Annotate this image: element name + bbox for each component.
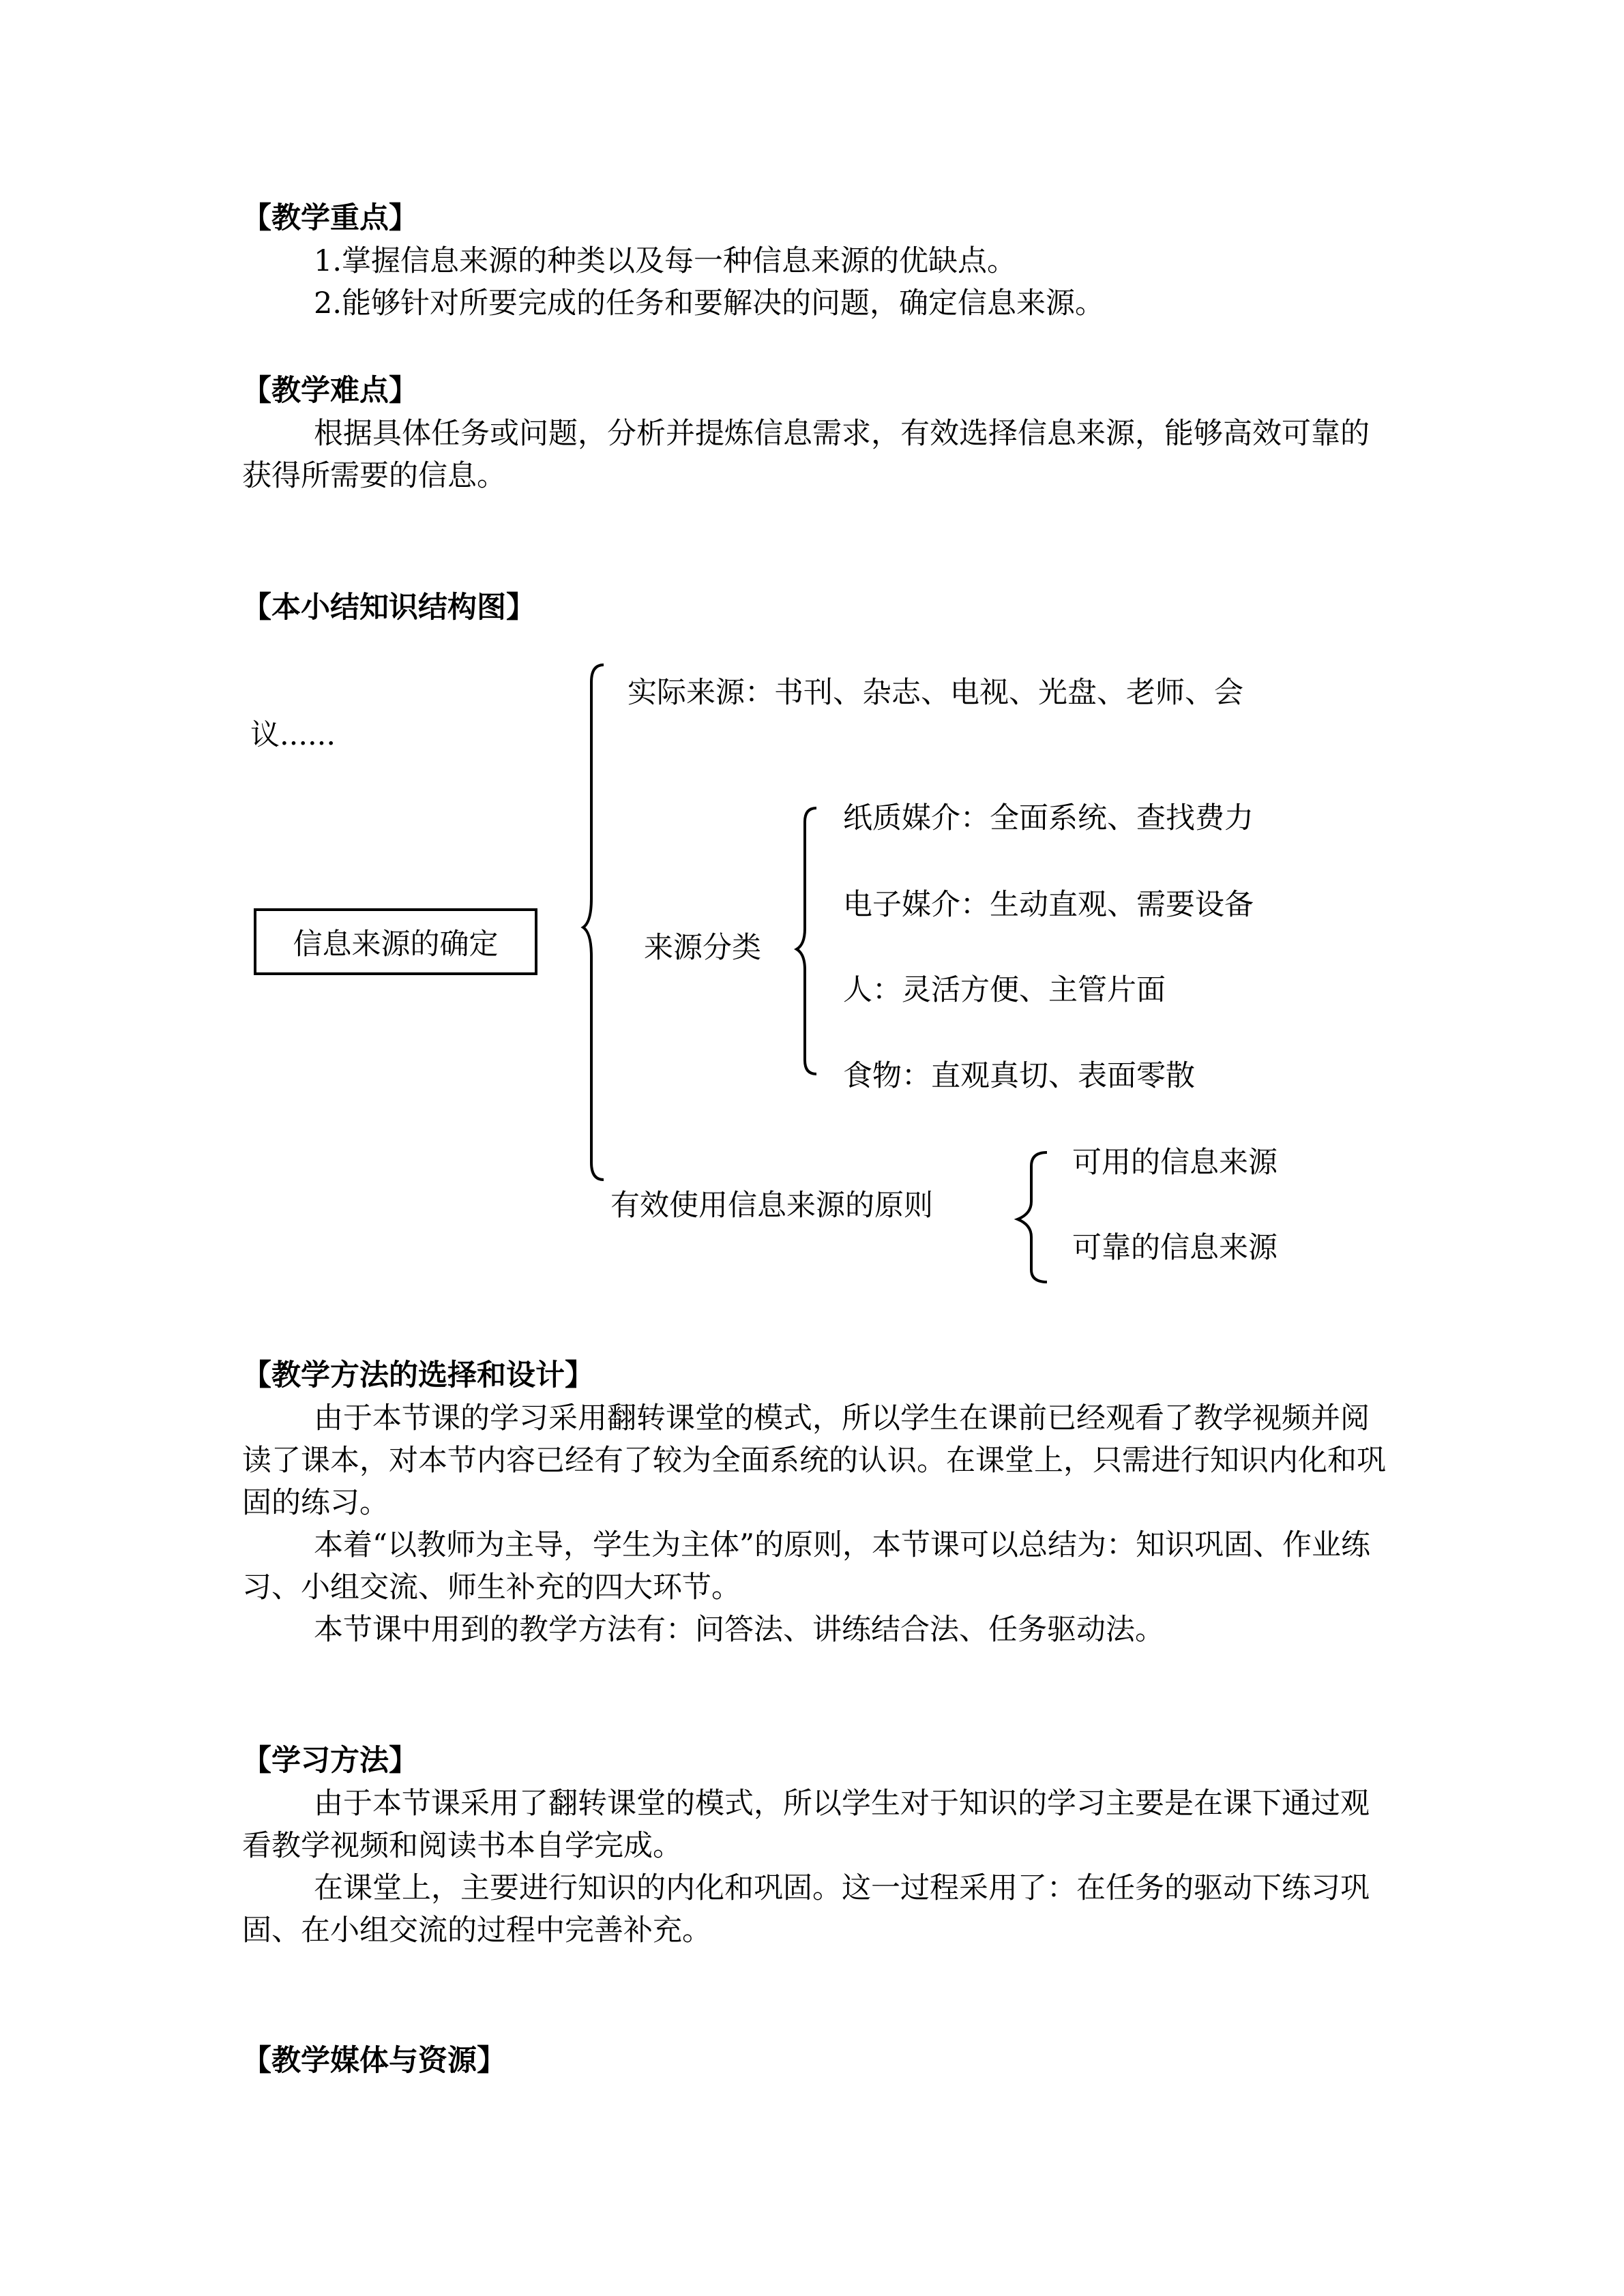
classification-label: 来源分类	[644, 931, 761, 965]
section-heading-media: 【教学媒体与资源】	[242, 2044, 506, 2078]
classification-item-electronic: 电子媒介：生动直观、需要设备	[843, 888, 1254, 922]
section-heading-learning: 【学习方法】	[242, 1744, 418, 1778]
methods-paragraph-1: 由于本节课的学习采用翻转课堂的模式，所以学生在课前已经观看了教学视频并阅读了课本，对本节内容已经有了较为全面系统的认识。在课堂上，只需进行知识内化和巩固的练习。	[242, 1401, 1386, 1520]
classification-brace	[797, 808, 816, 1074]
methods-paragraph-2: 本着“以教师为主导，学生为主体”的原则，本节课可以总结为：知识巩固、作业练习、小组交流、师生补充的四大环节。	[242, 1528, 1370, 1605]
section-heading-difficulties: 【教学难点】	[242, 374, 418, 408]
section-heading-structure: 【本小结知识结构图】	[242, 591, 535, 625]
classification-item-objects: 食物：直观真切、表面零散	[843, 1059, 1195, 1093]
diagram-root-box	[254, 908, 537, 975]
principle-item-reliable: 可靠的信息来源	[1072, 1231, 1278, 1265]
main-brace	[583, 665, 604, 1180]
key-point-1: 1.掌握信息来源的种类以及每一种信息来源的优缺点。	[314, 244, 1017, 278]
principles-label: 有效使用信息来源的原则	[610, 1189, 933, 1223]
methods-paragraph-3: 本节课中用到的教学方法有：问答法、讲练结合法、任务驱动法。	[314, 1613, 1164, 1647]
diagram-root-label: 信息来源的确定	[293, 927, 499, 961]
principles-brace	[1018, 1152, 1047, 1282]
classification-item-paper: 纸质媒介：全面系统、查找费力	[843, 801, 1254, 835]
section-heading-key-points: 【教学重点】	[242, 201, 418, 235]
learning-paragraph-1: 由于本节课采用了翻转课堂的模式，所以学生对于知识的学习主要是在课下通过观看教学视频和阅读书本自学完成。	[242, 1787, 1370, 1863]
actual-sources-line2: 议......	[250, 718, 336, 752]
key-point-2: 2.能够针对所要完成的任务和要解决的问题，确定信息来源。	[314, 286, 1105, 320]
classification-item-people: 人：灵活方便、主管片面	[843, 973, 1166, 1007]
difficulties-paragraph: 根据具体任务或问题，分析并提炼信息需求，有效选择信息来源，能够高效可靠的获得所需要的信息。	[242, 417, 1370, 493]
learning-paragraph-2: 在课堂上，主要进行知识的内化和巩固。这一过程采用了：在任务的驱动下练习巩固、在小组交流的过程中完善补充。	[242, 1871, 1370, 1948]
principle-item-available: 可用的信息来源	[1072, 1146, 1278, 1180]
section-heading-methods: 【教学方法的选择和设计】	[242, 1358, 594, 1392]
actual-sources-line1: 实际来源：书刊、杂志、电视、光盘、老师、会	[628, 676, 1243, 710]
